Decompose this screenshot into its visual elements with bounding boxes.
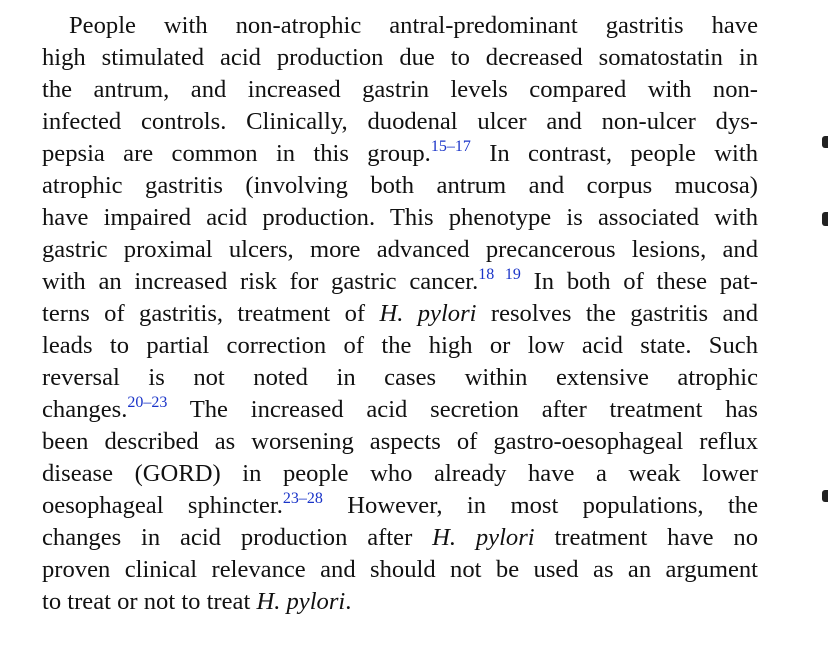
text-run: resolves the gastritis and — [476, 300, 758, 327]
text-run: have impaired acid production. This phenotype is associated with — [42, 204, 758, 231]
text-run: pepsia are common in this group. — [42, 140, 431, 167]
text-run: atrophic gastritis (involving both antrum and corpus mucosa) — [42, 172, 758, 199]
text-line — [42, 42, 758, 74]
text-run: People with non-atrophic antral-predominant gastritis have — [69, 12, 758, 39]
clipped-glyph-mark — [822, 136, 828, 148]
text-run: terns of gastritis, treatment of — [42, 300, 380, 327]
text-run: The increased acid secretion after treatment has — [167, 396, 758, 423]
italic-species-name: H. pylori — [432, 524, 535, 551]
clipped-glyph-mark — [822, 212, 828, 226]
italic-species-name: H. pylori — [379, 300, 477, 327]
text-run: treatment have no — [534, 524, 759, 551]
text-line — [42, 394, 758, 426]
text-line — [42, 586, 758, 618]
text-run: However, in most populations, the — [322, 492, 758, 519]
text-line — [42, 234, 758, 266]
text-line — [42, 426, 758, 458]
body-paragraph — [42, 10, 758, 618]
text-run: oesophageal sphincter. — [42, 492, 283, 519]
text-run: proven clinical relevance and should not be used as an argument — [42, 556, 758, 583]
text-run: changes. — [42, 396, 128, 423]
text-run: been described as worsening aspects of gastro-oesophageal reflux — [42, 428, 758, 455]
text-line — [42, 490, 758, 522]
text-line — [42, 74, 758, 106]
text-run: to treat or not to treat — [42, 588, 257, 615]
text-line — [42, 202, 758, 234]
text-run: . — [345, 588, 352, 615]
text-line — [42, 522, 758, 554]
text-line — [42, 362, 758, 394]
text-run: changes in acid production after — [42, 524, 433, 551]
text-run: high stimulated acid production due to decreased somatostatin in — [42, 44, 758, 71]
text-line — [42, 170, 758, 202]
text-line — [42, 106, 758, 138]
text-run: infected controls. Clinically, duodenal ulcer and non-ulcer dys- — [42, 108, 758, 135]
text-run: disease (GORD) in people who already have a weak lower — [42, 460, 758, 487]
text-run: gastric proximal ulcers, more advanced precancerous lesions, and — [42, 236, 758, 263]
text-run: leads to partial correction of the high or low acid state. Such — [42, 332, 758, 359]
citation-link[interactable]: 15–17 — [430, 138, 471, 155]
text-line — [42, 266, 758, 298]
text-line — [42, 138, 758, 170]
citation-link[interactable]: 23–28 — [282, 490, 323, 507]
clipped-glyph-mark — [822, 490, 828, 502]
text-line — [42, 298, 758, 330]
text-run: In both of these pat- — [520, 268, 758, 295]
text-line — [42, 330, 758, 362]
text-run: with an increased risk for gastric cancer. — [42, 268, 479, 295]
text-run: reversal is not noted in cases within extensive atrophic — [42, 364, 758, 391]
italic-species-name: H. pylori — [256, 588, 346, 615]
text-line — [42, 458, 758, 490]
citation-link[interactable]: 20–23 — [127, 394, 168, 411]
text-run: the antrum, and increased gastrin levels compared with non- — [42, 76, 758, 103]
text-line — [42, 10, 758, 42]
text-run: In contrast, people with — [470, 140, 758, 167]
text-line — [42, 554, 758, 586]
citation-link[interactable]: 18 19 — [478, 266, 521, 283]
